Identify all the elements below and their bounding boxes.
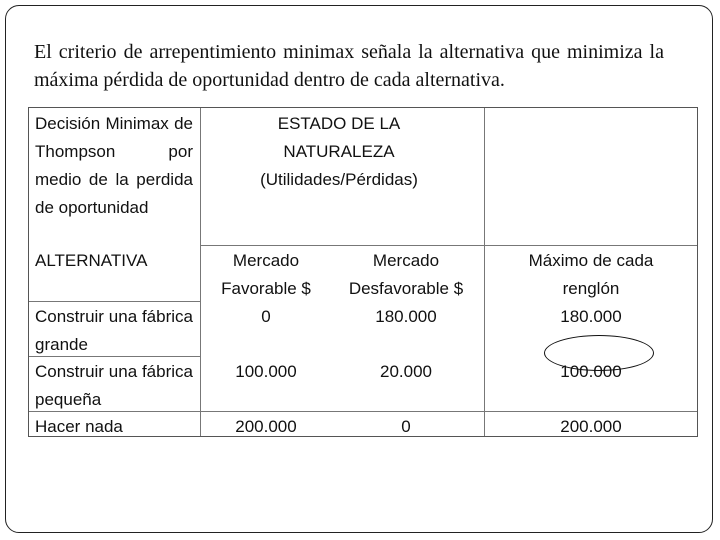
col-unfavorable-header: Mercado Desfavorable $ <box>348 251 464 298</box>
col-favorable-header: Mercado Favorable $ <box>221 251 311 298</box>
regret-table <box>28 107 698 437</box>
col-max-header: Máximo de cada renglón <box>528 251 654 298</box>
table-divider <box>29 301 200 302</box>
table-cell: 180.000 <box>560 307 622 326</box>
decision-header: Decisión Minimax de Thompson por medio de la perdida de oportunidad <box>35 114 193 217</box>
table-cell: 180.000 <box>375 307 437 326</box>
table-cell: 200.000 <box>560 417 622 436</box>
state-header: ESTADO DE LA NATURALEZA (Utilidades/Pérdidas) <box>260 114 418 189</box>
table-cell: 0 <box>401 417 411 436</box>
alternative-header: ALTERNATIVA <box>35 251 148 270</box>
table-cell: 20.000 <box>380 362 432 381</box>
highlight-oval <box>544 335 654 371</box>
table-cell: 100.000 <box>560 362 622 381</box>
table-divider <box>200 245 697 246</box>
row-label: Hacer nada <box>35 417 123 436</box>
table-cell: 100.000 <box>235 362 297 381</box>
row-label: Construir una fábrica grande <box>35 307 193 354</box>
row-label: Construir una fábrica pequeña <box>35 362 193 409</box>
table-divider <box>484 108 485 436</box>
table-divider <box>200 108 201 436</box>
table-cell: 200.000 <box>235 417 297 436</box>
intro-text: El criterio de arrepentimiento minimax señala la alternativa que minimiza la máxima pérdida de oportunidad dentro de cada alternativa. <box>34 41 664 91</box>
table-cell: 0 <box>261 307 271 326</box>
